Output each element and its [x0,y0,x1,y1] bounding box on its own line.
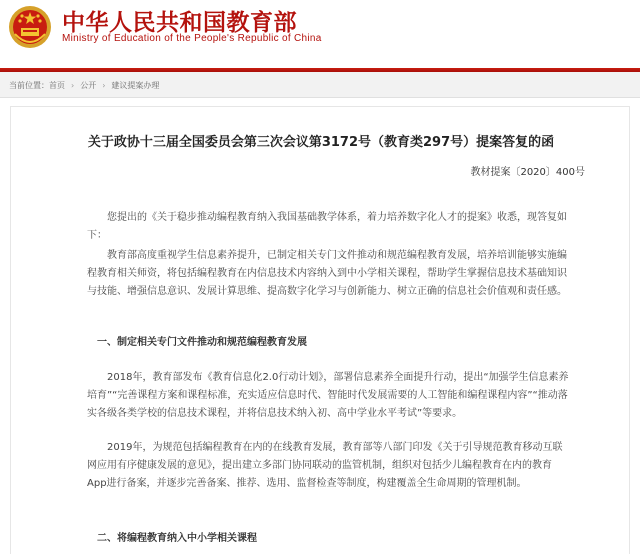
section-heading: 一、制定相关专门文件推动和规范编程教育发展 [97,337,307,348]
document-number: 教材提案〔2020〕400号 [470,167,585,178]
breadcrumb-home[interactable]: 首页 [49,81,65,90]
breadcrumb-separator-icon: › [71,81,75,90]
document-title: 关于政协十三届全国委员会第三次会议第3172号（教育类297号）提案答复的函 [87,135,555,150]
site-header [0,0,640,70]
paragraph: 2019年，为规范包括编程教育在内的在线教育发展，教育部等八部门印发《关于引导规范教育移动互联网应用有序健康发展的意见》，提出建立多部门协同联动的监管机制，组织对包括少儿编程教育在内的教育App进行备案，并逐步完善备案、推荐、选用、监督检查等制度，构建覆盖全生命周期的管理机制。 [87,442,563,489]
paragraph: 您提出的《关于稳步推动编程教育纳入我国基础教学体系，着力培养数字化人才的提案》收悉，现答复如下： [87,212,567,241]
breadcrumb-label: 当前位置： [9,81,49,90]
document-panel [10,106,630,554]
breadcrumb [0,72,640,98]
site-name[interactable]: 中华人民共和国教育部 [62,9,297,36]
national-emblem-icon[interactable] [7,4,53,50]
breadcrumb-separator-icon: › [102,81,106,90]
paragraph: 2018年，教育部发布《教育信息化2.0行动计划》，部署信息素养全面提升行动，提出“加强学生信息素养培育”“完善课程方案和课程标准，充实适应信息时代、智能时代发展需要的人工智能和编程课程内容”“推动落实各级各类学校的信息技术课程，并将信息技术纳入初、高中学业水平考试”等要求。 [87,372,569,419]
breadcrumb-proposals[interactable]: 建议提案办理 [111,81,160,90]
site-name-english: Ministry of Education of the People's Republic of China [62,33,322,44]
paragraph: 教育部高度重视学生信息素养提升，已制定相关专门文件推动和规范编程教育发展，培养培训能够实施编程教育相关师资，将包括编程教育在内信息技术内容纳入到中小学相关课程，帮助学生掌握信息技术基础知识与技能、增强信息意识、发展计算思维、提高数字化学习与创新能力、树立正确的信息社会价值观和责任感。 [87,250,567,297]
section-heading: 二、将编程教育纳入中小学相关课程 [97,533,257,544]
breadcrumb-public[interactable]: 公开 [80,81,97,90]
